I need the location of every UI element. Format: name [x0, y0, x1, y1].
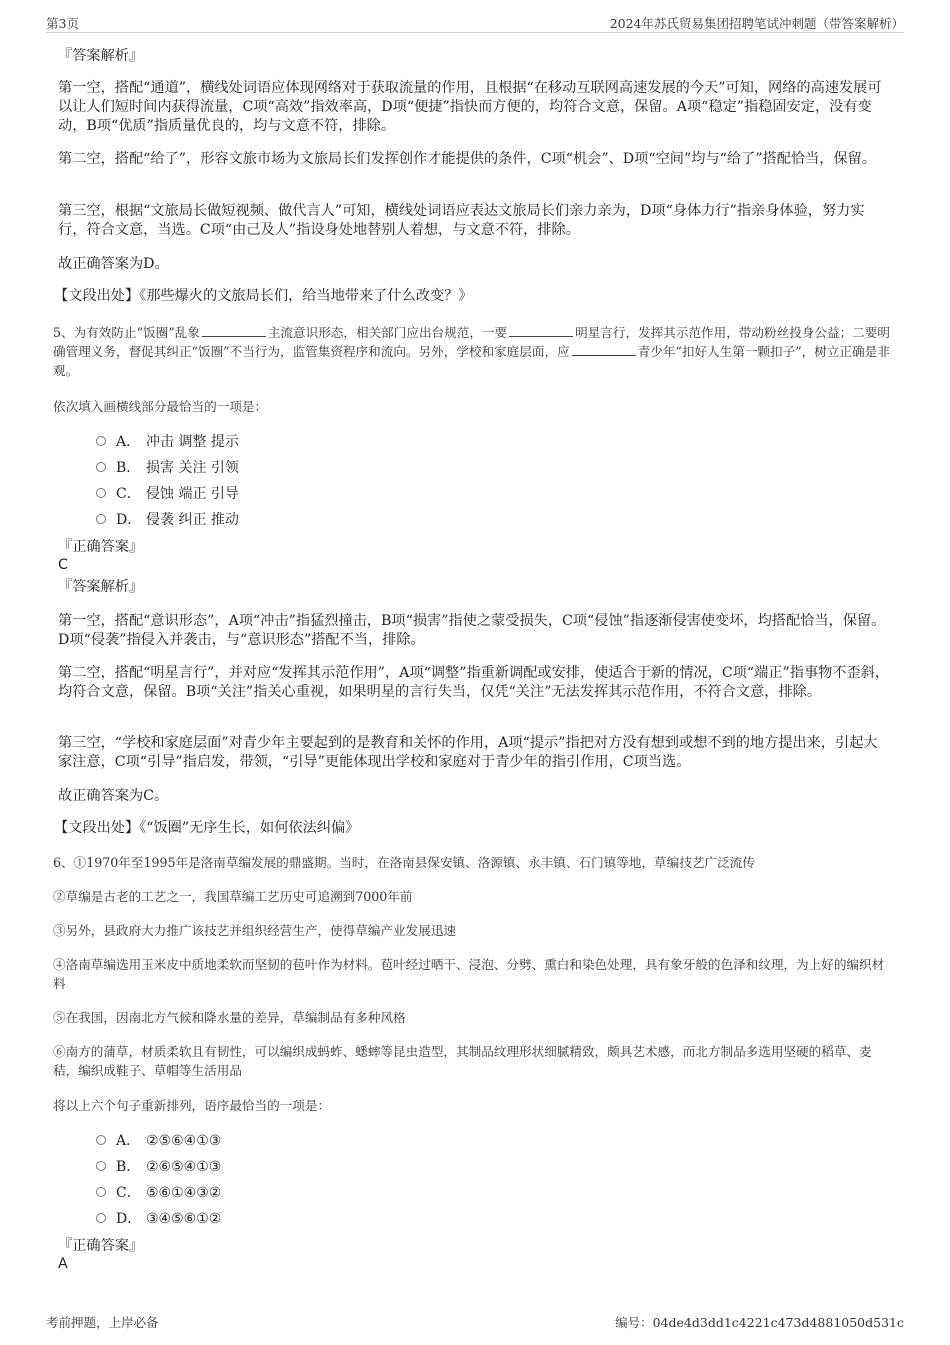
- q4-analysis-label: 『答案解析』: [58, 48, 144, 64]
- q6-sentence-1: 6、①1970年至1995年是洛南草编发展的鼎盛期。当时，在洛南县保安镇、洛源镇、永丰镇、石门镇等地，草编技艺广泛流传: [53, 855, 755, 870]
- q6-correct-answer: A: [58, 1256, 68, 1272]
- q5-source: 【文段出处】《“饭圈”无序生长，如何依法纠偏》: [54, 820, 360, 836]
- radio-icon[interactable]: [96, 462, 106, 472]
- footer-slogan: 考前押题，上岸必备: [46, 1315, 159, 1330]
- q4-analysis-p2: 第二空，搭配“给了”，形容文旅市场为文旅局长们发挥创作才能提供的条件，C项“机会”、D项“空间”均与“给了”搭配恰当，保留。: [58, 151, 877, 167]
- blank-1: [202, 324, 266, 337]
- q5-correct-label: 『正确答案』: [58, 539, 144, 555]
- q5-stem-part2: 主流意识形态，相关部门应出台规范，一要: [267, 325, 508, 340]
- q5-analysis-p3: 第三空，“学校和家庭层面”对青少年主要起到的是教育和关怀的作用，A项“提示”指把对方没有想到或想不到的地方提出来，引起大家注意，C项“引导”指启发，带领，“引导”更能体现出学校和家庭对于青少年的指引作用，C项当选。: [58, 735, 878, 770]
- q4-conclusion: 故正确答案为D。: [58, 256, 169, 272]
- q5-stem: [53, 323, 893, 380]
- document-code: 编号：04de4d3dd1c4221c473d4881050d531c: [615, 1315, 904, 1330]
- q6-correct-label: 『正确答案』: [58, 1238, 144, 1254]
- q6-option-c[interactable]: C． ⑤⑥①④③②: [96, 1183, 221, 1203]
- q5-stem-part4: 青少年“扣好人生第一颗扣子”，树立正确是非观。: [53, 344, 890, 378]
- q4-source: 【文段出处】《那些爆火的文旅局长们，给当地带来了什么改变？》: [54, 288, 473, 304]
- radio-icon[interactable]: [96, 1135, 106, 1145]
- q4-analysis-p1: 第一空，搭配“通道”，横线处词语应体现网络对于获取流量的作用，且根据“在移动互联网高速发展的今天”可知，网络的高速发展可以让人们短时间内获得流量，C项“高效”指效率高，D项“便捷”指快而方便的，均符合文意，保留。A项“稳定”指稳固安定，没有变动，B项“优质”指质量优良的，均与文意不符，排除。: [58, 80, 882, 134]
- q5-stem-part1: 5、为有效防止“饭圈”乱象: [53, 325, 200, 340]
- q5-correct-answer: C: [58, 557, 68, 573]
- q6-sentence-2: ②草编是古老的工艺之一，我国草编工艺历史可追溯到7000年前: [53, 889, 413, 904]
- radio-icon[interactable]: [96, 514, 106, 524]
- q6-sentence-6: ⑥南方的蒲草，材质柔软且有韧性，可以编织成蚂蚱、蟋蟀等昆虫造型，其制品纹理形状细腻精致，颇具艺术感，而北方制品多选用坚硬的稻草、麦秸，编织成鞋子、草帽等生活用品: [53, 1044, 872, 1078]
- radio-icon[interactable]: [96, 436, 106, 446]
- radio-icon[interactable]: [96, 1213, 106, 1223]
- q5-analysis-label: 『答案解析』: [58, 579, 144, 595]
- q6-option-a[interactable]: A． ②⑤⑥④①③: [96, 1131, 221, 1151]
- q5-option-b[interactable]: B． 损害 关注 引领: [96, 458, 239, 478]
- radio-icon[interactable]: [96, 1187, 106, 1197]
- q4-analysis-p3: 第三空，根据“文旅局长做短视频、做代言人”可知，横线处词语应表达文旅局长们亲力亲为，D项“身体力行”指亲身体验，努力实行，符合文意，当选。C项“由己及人”指设身处地替别人着想，与文意不符，排除。: [58, 203, 865, 238]
- radio-icon[interactable]: [96, 1161, 106, 1171]
- q5-option-a[interactable]: A． 冲击 调整 提示: [96, 432, 239, 452]
- page-number: 第3页: [46, 16, 79, 31]
- blank-2: [509, 324, 573, 337]
- q5-option-d[interactable]: D． 侵袭 纠正 推动: [96, 510, 239, 530]
- q6-option-b[interactable]: B． ②⑥⑤④①③: [96, 1157, 221, 1177]
- q5-conclusion: 故正确答案为C。: [58, 788, 169, 804]
- q5-option-c[interactable]: C． 侵蚀 端正 引导: [96, 484, 239, 504]
- radio-icon[interactable]: [96, 488, 106, 498]
- q6-sentence-5: ⑤在我国，因南北方气候和降水量的差异，草编制品有多种风格: [53, 1010, 406, 1025]
- page-footer: [46, 1313, 904, 1331]
- q6-prompt: 将以上六个句子重新排列，语序最恰当的一项是：: [53, 1098, 331, 1113]
- page-header: [46, 14, 904, 33]
- document-title: 2024年苏氏贸易集团招聘笔试冲刺题（带答案解析）: [609, 16, 904, 31]
- q5-stem-part3: 明星言行，发挥其示范作用，带动粉丝投身公益；二要明确管理义务，督促其纠正“饭圈”不当行为，监管集资程序和流向。另外，学校和家庭层面，应: [53, 325, 890, 359]
- q5-prompt: 依次填入画横线部分最恰当的一项是：: [53, 399, 268, 414]
- q6-sentence-4: ④洛南草编选用玉米皮中质地柔软而坚韧的苞叶作为材料。苞叶经过晒干、浸泡、分劈、熏白和染色处理，具有象牙般的色泽和纹理，为上好的编织材料: [53, 957, 885, 991]
- q6-sentence-3: ③另外，县政府大力推广该技艺并组织经营生产，使得草编产业发展迅速: [53, 923, 456, 938]
- q5-analysis-p2: 第二空，搭配“明星言行”，并对应“发挥其示范作用”，A项“调整”指重新调配或安排，使适合于新的情况，C项“端正”指事物不歪斜，均符合文意，保留。B项“关注”指关心重视，如果明星的言行失当，仅凭“关注”无法发挥其示范作用，不符合文意，排除。: [58, 665, 890, 700]
- q6-option-d[interactable]: D． ③④⑤⑥①②: [96, 1209, 221, 1229]
- blank-3: [572, 343, 636, 356]
- q5-analysis-p1: 第一空，搭配“意识形态”，A项“冲击”指猛烈撞击，B项“损害”指使之蒙受损失，C项“侵蚀”指逐渐侵害使变坏，均搭配恰当，保留。D项“侵袭”指侵入并袭击，与“意识形态”搭配不当，排除。: [58, 613, 886, 648]
